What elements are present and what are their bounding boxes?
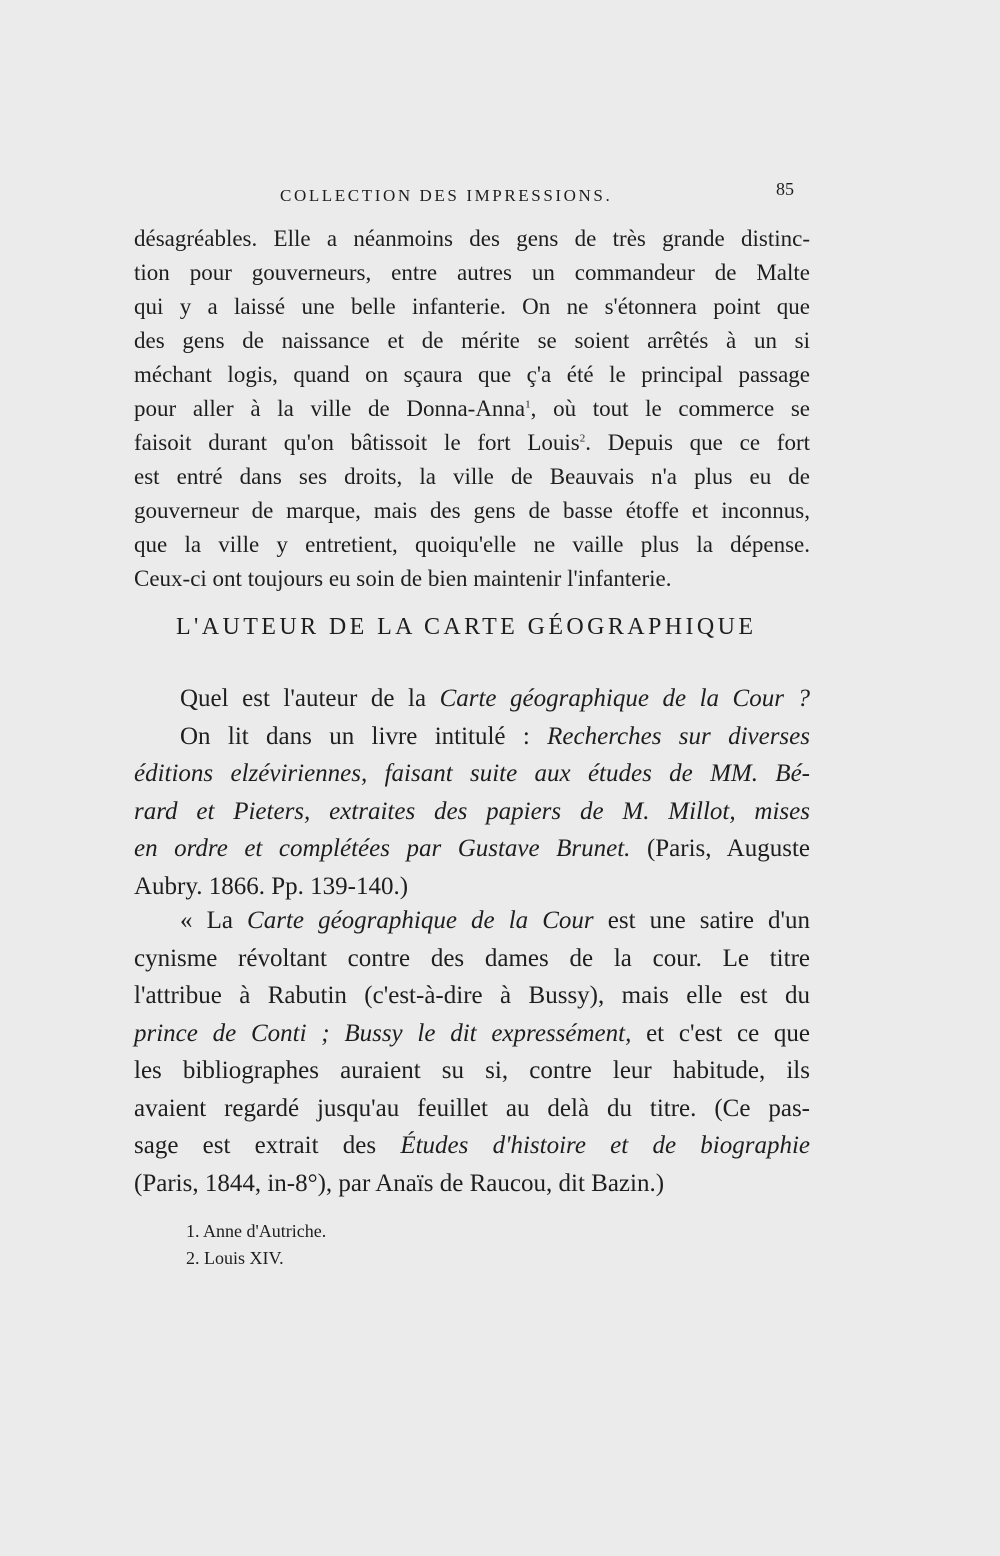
text-run: est une satire d'un bbox=[593, 907, 811, 934]
text-line: l'attribue à Rabutin (c'est-à-dire à Bussy), mais elle est du bbox=[134, 982, 810, 1009]
book-title: Carte géographique de la Cour ? bbox=[439, 685, 810, 712]
book-title: éditions elzéviriennes, faisant suite aux études de MM. Bé- bbox=[134, 760, 810, 787]
book-title: en ordre et complétées par Gustave Brunet. bbox=[134, 835, 631, 862]
text-run: , où tout le commerce se bbox=[530, 396, 810, 421]
text-line bbox=[134, 718, 810, 756]
book-title: Études d'histoire et de biographie bbox=[400, 1132, 810, 1159]
book-title: Recherches sur diverses bbox=[547, 722, 810, 750]
text-line bbox=[134, 426, 810, 460]
section-heading: L'AUTEUR DE LA CARTE GÉOGRAPHIQUE bbox=[176, 614, 757, 640]
text-line: les bibliographes auraient su si, contre leur habitude, ils bbox=[134, 1057, 810, 1084]
paragraph-3 bbox=[134, 902, 810, 1202]
emphasis: prince de Conti ; Bussy le dit expressément, bbox=[134, 1019, 632, 1047]
footnotes bbox=[186, 1218, 326, 1272]
text-line bbox=[134, 755, 810, 793]
text-line: qui y a laissé une belle infanterie. On ne s'étonnera point que bbox=[134, 294, 810, 319]
text-run: (Paris, Auguste bbox=[630, 835, 810, 862]
page-number: 85 bbox=[776, 179, 794, 199]
footnote-2: 2. Louis XIV. bbox=[186, 1248, 284, 1268]
text-run: On lit dans un livre intitulé : bbox=[180, 722, 548, 750]
text-run: pour aller à la ville de Donna-Anna bbox=[134, 396, 526, 421]
text-line bbox=[134, 1015, 810, 1053]
text-run: faisoit durant qu'on bâtissoit le fort Louis bbox=[134, 430, 580, 455]
text-line: tion pour gouverneurs, entre autres un commandeur de Malte bbox=[134, 260, 810, 285]
paragraph-1 bbox=[134, 222, 810, 596]
text-run: . Depuis que ce fort bbox=[585, 430, 810, 455]
text-line: gouverneur de marque, mais des gens de basse étoffe et inconnus, bbox=[134, 498, 810, 523]
text-run: « La bbox=[180, 907, 248, 934]
footnote-ref-1: 1 bbox=[525, 398, 531, 411]
text-line: Ceux-ci ont toujours eu soin de bien maintenir l'infanterie. bbox=[134, 566, 672, 591]
text-line bbox=[134, 793, 810, 831]
text-line: que la ville y entretient, quoiqu'elle ne vaille plus la dépense. bbox=[134, 532, 810, 557]
footnote-1: 1. Anne d'Autriche. bbox=[186, 1221, 327, 1241]
footnote-ref-2: 2 bbox=[579, 432, 586, 445]
text-run: sage est extrait des bbox=[134, 1132, 401, 1159]
text-run: et c'est ce que bbox=[631, 1019, 811, 1047]
text-run: Quel est l'auteur de la bbox=[180, 685, 440, 712]
text-line: méchant logis, quand on sçaura que ç'a été le principal passage bbox=[134, 362, 810, 387]
text-line: (Paris, 1844, in-8°), par Anaïs de Raucou, dit Bazin.) bbox=[134, 1169, 665, 1197]
text-line bbox=[134, 392, 810, 426]
text-line: cynisme révoltant contre des dames de la cour. Le titre bbox=[134, 944, 810, 972]
book-title: rard et Pieters, extraites des papiers de M. Millot, mises bbox=[134, 797, 810, 825]
text-line bbox=[134, 830, 810, 868]
text-line bbox=[134, 680, 810, 718]
text-line: Aubry. 1866. Pp. 139-140.) bbox=[134, 872, 409, 900]
text-line bbox=[134, 1127, 810, 1165]
text-line: désagréables. Elle a néanmoins des gens de très grande distinc- bbox=[134, 226, 810, 251]
text-line: des gens de naissance et de mérite se soient arrêtés à un si bbox=[134, 328, 810, 353]
text-line bbox=[134, 902, 810, 940]
book-title: Carte géographique de la Cour bbox=[247, 907, 594, 934]
paragraph-2 bbox=[134, 680, 810, 905]
running-title: COLLECTION DES IMPRESSIONS. bbox=[280, 186, 613, 205]
text-line: est entré dans ses droits, la ville de Beauvais n'a plus eu de bbox=[134, 464, 810, 489]
text-line: avaient regardé jusqu'au feuillet au delà du titre. (Ce pas- bbox=[134, 1094, 810, 1122]
